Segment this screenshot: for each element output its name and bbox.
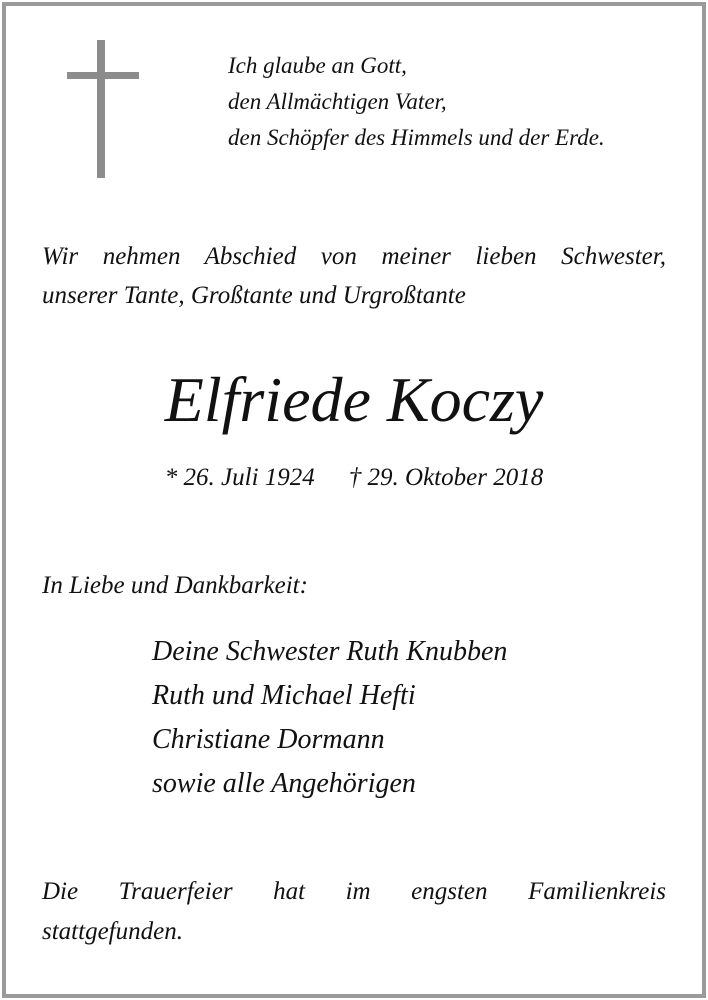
verse-line: Ich glaube an Gott,	[228, 53, 407, 78]
farewell-intro	[42, 237, 666, 315]
closing-line	[42, 872, 666, 912]
dedication-line: In Liebe und Dankbarkeit:	[42, 572, 308, 599]
closing-word: Die	[42, 878, 79, 905]
signer-entry: sowie alle Angehörigen	[152, 768, 416, 799]
closing-word: im	[345, 878, 371, 905]
latin-cross-icon	[67, 40, 139, 178]
signers-list	[152, 630, 507, 806]
signer-entry: Deine Schwester Ruth Knubben	[152, 636, 508, 667]
closing-word: engsten	[411, 878, 488, 905]
life-dates	[0, 460, 708, 496]
birth-date: * 26. Juli 1924	[164, 464, 315, 491]
intro-line: unserer Tante, Großtante und Urgroßtante	[42, 282, 466, 309]
verse-line: den Schöpfer des Himmels und der Erde.	[228, 125, 605, 150]
bible-verse	[228, 48, 678, 156]
closing-word: Familienkreis	[528, 878, 667, 905]
closing-word: Trauerfeier	[118, 878, 233, 905]
closing-line: stattgefunden.	[42, 918, 183, 945]
signer-entry: Ruth und Michael Hefti	[152, 680, 416, 711]
cross-vertical-bar	[97, 40, 105, 178]
closing-word: hat	[273, 878, 306, 905]
intro-line: Wir nehmen Abschied von meiner lieben Schwester,	[42, 243, 666, 270]
funeral-notice	[42, 872, 666, 952]
deceased-name: Elfriede Koczy	[164, 364, 544, 435]
signer-entry: Christiane Dormann	[152, 724, 385, 755]
verse-line: den Allmächtigen Vater,	[228, 89, 447, 114]
death-date: † 29. Oktober 2018	[348, 464, 544, 491]
cross-horizontal-bar	[67, 72, 139, 79]
